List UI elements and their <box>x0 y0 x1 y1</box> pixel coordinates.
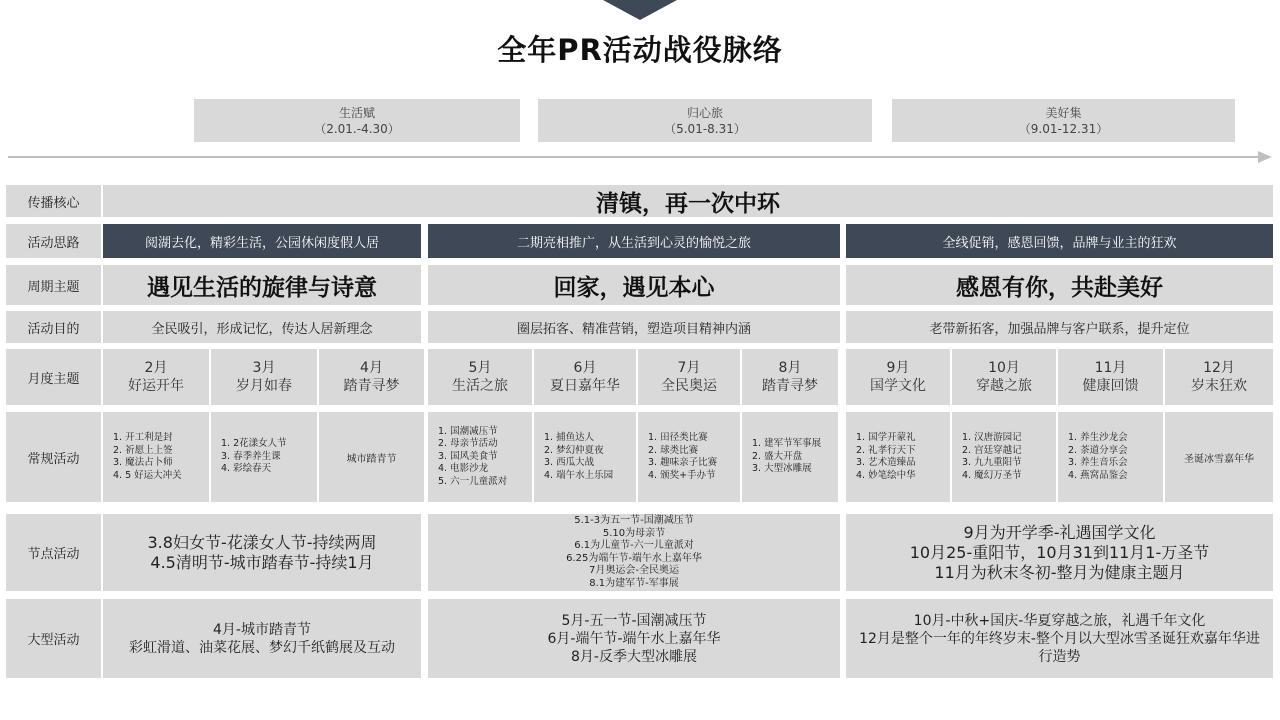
month-theme: 岁末狂欢 <box>1191 378 1247 394</box>
regular-activity-item: 4. 5 好运大冲关 <box>113 469 182 481</box>
regular-activity-item: 3. 养生音乐会 <box>1068 457 1128 468</box>
festival-line: 9月为开学季-礼遇国学文化 <box>963 522 1156 542</box>
month-theme: 夏日嘉年华 <box>550 378 620 394</box>
festival-line: 6.25为端午节-端午水上嘉年华 <box>566 552 702 564</box>
regular-activity-item: 4. 颁奖+手办节 <box>648 469 716 481</box>
regular-activity-item: 2. 盛大开盘 <box>752 450 803 462</box>
arrow-right-icon <box>1258 151 1272 163</box>
regular-activity-item: 1. 建军节军事展 <box>752 438 822 450</box>
row-label-theme: 周期主题 <box>6 265 101 305</box>
month-theme-cell <box>103 349 209 405</box>
regular-activity-item: 3. 魔法占卜师 <box>113 457 173 468</box>
phase-1 <box>194 99 520 142</box>
row-label-festival: 节点活动 <box>6 514 101 591</box>
festival-line: 5.10为母亲节 <box>602 527 666 539</box>
page-title: 全年PR活动战役脉络 <box>497 33 783 67</box>
timeline-arrow-line <box>8 156 1264 158</box>
festival-line: 6.1为儿童节-六一儿童派对 <box>574 540 694 551</box>
phase-name: 生活赋 <box>338 105 375 120</box>
regular-activity-item: 3. 西瓜大战 <box>544 457 595 468</box>
phase-2 <box>538 99 872 142</box>
regular-activity-item: 1. 2花漾女人节 <box>221 438 287 450</box>
regular-activity-item: 4. 妙笔绘中华 <box>856 469 916 481</box>
month-theme-cell <box>319 349 424 405</box>
phase-name: 美好集 <box>1045 105 1082 120</box>
regular-activity-cell <box>846 412 950 502</box>
regular-activity-cell <box>638 412 740 502</box>
regular-activity-item: 3. 艺术造臻品 <box>856 457 916 468</box>
month-theme: 穿越之旅 <box>976 378 1032 394</box>
phase-name: 归心旅 <box>686 105 723 120</box>
festival-phase-3 <box>846 514 1273 591</box>
regular-activity-list <box>113 432 182 482</box>
regular-activity-item: 4. 燕窝品鉴会 <box>1068 469 1128 481</box>
theme-phase-2: 回家，遇见本心 <box>428 265 840 305</box>
month-theme-cell <box>211 349 317 405</box>
regular-activity-item: 4. 电影沙龙 <box>438 463 489 475</box>
regular-activity-item: 1. 国学开蒙礼 <box>856 432 916 443</box>
regular-activity-cell <box>742 412 838 502</box>
month-theme-cell <box>534 349 636 405</box>
goal-phase-2: 圈层拓客、精准营销，塑造项目精神内涵 <box>428 311 840 343</box>
regular-activity-cell <box>952 412 1056 502</box>
festival-line: 3.8妇女节-花漾女人节-持续两周 <box>147 532 377 552</box>
month-theme: 岁月如春 <box>236 378 292 394</box>
regular-activity-item: 3. 国风美食节 <box>438 450 498 462</box>
regular-activity-item: 2. 礼孝行天下 <box>856 444 916 456</box>
month-theme: 健康回馈 <box>1082 378 1139 394</box>
regular-activity-cell <box>1165 412 1273 502</box>
month-label: 11月 <box>1094 360 1127 376</box>
regular-activity-cell <box>319 412 424 502</box>
month-theme: 踏青寻梦 <box>762 378 818 394</box>
regular-activity-item: 圣诞冰雪嘉年华 <box>1184 453 1254 465</box>
festival-line: 10月25-重阳节，10月31到11月1-万圣节 <box>909 542 1210 562</box>
month-label: 5月 <box>468 360 492 376</box>
month-theme-cell <box>952 349 1056 405</box>
month-label: 6月 <box>573 360 597 376</box>
phase-3 <box>892 99 1235 142</box>
month-theme: 国学文化 <box>870 378 926 394</box>
regular-activity-list <box>1068 432 1128 482</box>
large-phase-1 <box>103 599 421 678</box>
regular-activity-list <box>648 432 717 482</box>
month-label: 2月 <box>144 360 168 376</box>
regular-activity-item: 3. 趣味亲子比赛 <box>648 457 718 468</box>
core-message: 清镇，再一次中环 <box>103 185 1273 217</box>
regular-activity-list <box>752 438 821 476</box>
month-theme-cell <box>846 349 950 405</box>
row-label-idea: 活动思路 <box>6 224 101 258</box>
month-label: 7月 <box>677 360 701 376</box>
large-line: 12月是整个一年的年终岁末-整个月以大型冰雪圣诞狂欢嘉年华进行造势 <box>859 630 1260 665</box>
regular-activity-item: 2. 球类比赛 <box>648 444 699 456</box>
festival-line: 11月为秋末冬初-整月为健康主题月 <box>934 562 1185 582</box>
large-phase-3 <box>846 599 1273 678</box>
festival-phase-1 <box>103 514 421 591</box>
regular-activity-cell <box>211 412 317 502</box>
phase-range: （2.01.-4.30） <box>314 121 400 136</box>
month-theme: 好运开年 <box>128 378 184 394</box>
phase-range: （9.01-12.31） <box>1018 121 1109 136</box>
regular-activity-list <box>962 432 1022 482</box>
festival-line: 4.5清明节-城市踏春节-持续1月 <box>150 552 374 572</box>
regular-activity-item: 1. 汉唐游园记 <box>962 432 1022 443</box>
regular-activity-item: 2. 母亲节活动 <box>438 438 498 450</box>
row-label-monthly: 月度主题 <box>6 349 101 405</box>
regular-activity-item: 2. 祈愿上上签 <box>113 444 173 456</box>
month-label: 12月 <box>1203 360 1235 376</box>
regular-activity-item: 1. 养生沙龙会 <box>1068 432 1128 443</box>
month-theme-cell <box>638 349 740 405</box>
regular-activity-item: 4. 彩绘春天 <box>221 463 272 475</box>
regular-activity-item: 1. 开工利是封 <box>113 432 173 443</box>
idea-phase-2: 二期亮相推广，从生活到心灵的愉悦之旅 <box>428 224 840 258</box>
large-line: 4月-城市踏青节 <box>213 621 311 638</box>
regular-activity-item: 1. 国潮减压节 <box>438 425 498 437</box>
large-line: 8月-反季大型冰雕展 <box>571 648 697 665</box>
month-label: 8月 <box>778 360 802 376</box>
regular-activity-item: 3. 大型冰雕展 <box>752 463 812 475</box>
large-line: 6月-端午节-端午水上嘉年华 <box>547 630 721 647</box>
festival-line: 5.1-3为五一节-国潮减压节 <box>574 515 694 526</box>
month-label: 3月 <box>252 360 276 376</box>
row-label-large: 大型活动 <box>6 599 101 678</box>
month-theme-cell <box>1058 349 1163 405</box>
festival-line: 8.1为建军节-军事展 <box>589 577 679 589</box>
regular-activity-item: 城市踏青节 <box>346 453 397 465</box>
regular-activity-list <box>221 438 287 476</box>
regular-activity-item: 2. 宫廷穿越记 <box>962 444 1022 456</box>
goal-phase-1: 全民吸引，形成记忆，传达人居新理念 <box>103 311 421 343</box>
large-line: 彩虹滑道、油菜花展、梦幻千纸鹤展及互动 <box>129 639 395 656</box>
festival-line: 7月奥运会-全民奥运 <box>589 565 679 576</box>
phase-range: （5.01-8.31） <box>664 121 746 136</box>
regular-activity-cell <box>1058 412 1163 502</box>
regular-activity-list <box>856 432 916 482</box>
month-theme-cell <box>1165 349 1273 405</box>
regular-activity-list <box>544 432 613 482</box>
large-line: 5月-五一节-国潮减压节 <box>561 612 707 629</box>
theme-phase-3: 感恩有你，共赴美好 <box>846 265 1273 305</box>
row-label-core: 传播核心 <box>6 185 101 217</box>
goal-phase-3: 老带新拓客，加强品牌与客户联系，提升定位 <box>846 311 1273 343</box>
regular-activity-cell <box>103 412 209 502</box>
month-theme-cell <box>742 349 838 405</box>
regular-activity-item: 3. 春季养生课 <box>221 450 281 462</box>
regular-activity-item: 4. 魔幻万圣节 <box>962 469 1022 481</box>
idea-phase-1: 阅湖去化，精彩生活，公园休闲度假人居 <box>103 224 421 258</box>
regular-activity-item: 2. 梦幻仲夏夜 <box>544 444 604 456</box>
large-phase-2 <box>428 599 840 678</box>
large-line: 10月-中秋+国庆-华夏穿越之旅，礼遇千年文化 <box>913 612 1206 629</box>
month-label: 10月 <box>988 360 1020 376</box>
month-theme-cell <box>428 349 532 405</box>
month-theme: 全民奥运 <box>661 378 717 394</box>
regular-activity-item: 1. 捕鱼达人 <box>544 432 595 443</box>
top-triangle-icon <box>603 0 677 20</box>
month-theme: 踏青寻梦 <box>343 378 400 394</box>
regular-activity-item: 1. 田径类比赛 <box>648 432 708 443</box>
month-label: 9月 <box>886 360 910 376</box>
regular-activity-cell <box>534 412 636 502</box>
idea-phase-3: 全线促销，感恩回馈，品牌与业主的狂欢 <box>846 224 1273 258</box>
regular-activity-item: 4. 端午水上乐园 <box>544 469 614 481</box>
regular-activity-item: 3. 九九重阳节 <box>962 457 1022 468</box>
row-label-regular: 常规活动 <box>6 412 101 502</box>
row-label-goal: 活动目的 <box>6 311 101 343</box>
regular-activity-cell <box>428 412 532 502</box>
month-theme: 生活之旅 <box>452 378 508 394</box>
regular-activity-list <box>438 426 507 489</box>
regular-activity-item: 5. 六一儿童派对 <box>438 475 508 487</box>
regular-activity-item: 2. 茶道分享会 <box>1068 444 1128 456</box>
month-label: 4月 <box>360 360 383 376</box>
theme-phase-1: 遇见生活的旋律与诗意 <box>103 265 421 305</box>
festival-phase-2 <box>428 514 840 591</box>
